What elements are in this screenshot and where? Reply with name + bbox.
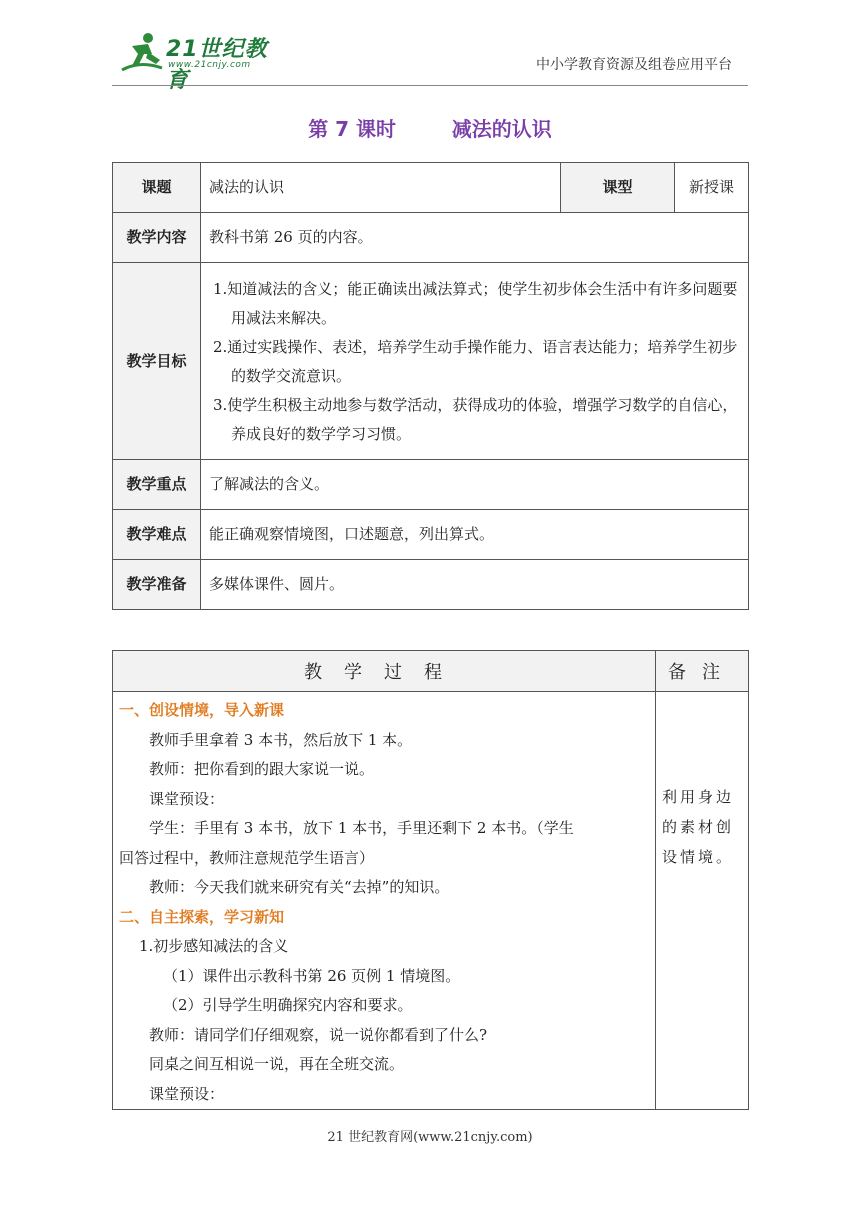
process-line: 回答过程中，教师注意规范学生语言） — [119, 848, 375, 867]
note-content — [656, 692, 749, 1110]
process-line: （1）课件出示教科书第 26 页例 1 情境图。 — [163, 966, 461, 985]
content-value: 教科书第 26 页的内容。 — [201, 213, 749, 263]
topic-value: 减法的认识 — [201, 163, 561, 213]
section-heading: 二、自主探索，学习新知 — [119, 907, 285, 926]
process-content — [113, 692, 656, 1110]
goal-item: 3.使学生积极主动地参与数学活动，获得成功的体验，增强学习数学的自信心，养成良好的数学学习习惯。 — [213, 396, 738, 443]
note-line: 的素材创 — [662, 818, 735, 836]
note-header: 备注 — [656, 651, 749, 692]
section-heading: 一、创设情境，导入新课 — [119, 701, 285, 719]
goals-row — [113, 263, 749, 460]
process-line: 课堂预设： — [149, 1084, 225, 1103]
process-body-row — [113, 692, 749, 1110]
header-divider — [112, 85, 748, 86]
teaching-process-table — [112, 650, 749, 1110]
type-label: 课型 — [561, 163, 675, 213]
topic-label: 课题 — [113, 163, 201, 213]
difficulty-value: 能正确观察情境图，口述题意，列出算式。 — [201, 510, 749, 560]
goals-label: 教学目标 — [113, 263, 201, 460]
logo — [118, 30, 288, 93]
goals-list — [201, 263, 749, 460]
content-row — [113, 213, 749, 263]
process-line: 1.初步感知减法的含义 — [139, 937, 289, 955]
process-header-row — [113, 651, 749, 692]
logo-text: 21世纪教育 — [166, 37, 268, 93]
process-header: 教学过程 — [113, 651, 656, 692]
note-line: 利用身边 — [662, 788, 735, 806]
process-line: 教师手里拿着 3 本书，然后放下 1 本。 — [149, 730, 413, 749]
lesson-topic: 减法的认识 — [451, 117, 552, 141]
process-line: 教师：今天我们就来研究有关“去掉”的知识。 — [149, 878, 450, 896]
key-label: 教学重点 — [113, 460, 201, 510]
prep-value: 多媒体课件、圆片。 — [201, 560, 749, 610]
platform-name: 中小学教育资源及组卷应用平台 — [536, 57, 732, 73]
content-label: 教学内容 — [113, 213, 201, 263]
page-footer: 21 世纪教育网(www.21cnjy.com) — [327, 1130, 533, 1145]
goal-item: 1.知道减法的含义；能正确读出减法算式；使学生初步体会生活中有许多问题要用减法来解决。 — [213, 280, 738, 327]
page-header — [112, 30, 748, 93]
process-line: （2）引导学生明确探究内容和要求。 — [163, 996, 413, 1014]
page-title — [0, 113, 860, 142]
note-line: 设情境。 — [662, 848, 735, 866]
goal-item: 2.通过实践操作、表述，培养学生动手操作能力、语言表达能力；培养学生初步的数学交流意识。 — [213, 338, 738, 385]
runner-logo-icon — [118, 30, 164, 74]
process-line: 同桌之间互相说一说，再在全班交流。 — [149, 1055, 405, 1073]
process-line: 学生：手里有 3 本书，放下 1 本书，手里还剩下 2 本书。（学生 — [149, 819, 574, 837]
logo-url: www.21cnjy.com — [168, 60, 251, 70]
difficulty-row — [113, 510, 749, 560]
difficulty-label: 教学难点 — [113, 510, 201, 560]
process-line: 课堂预设： — [149, 789, 225, 808]
key-row — [113, 460, 749, 510]
topic-row — [113, 163, 749, 213]
process-line: 教师：把你看到的跟大家说一说。 — [149, 760, 375, 778]
lesson-number: 第 7 课时 — [308, 117, 397, 141]
key-value: 了解减法的含义。 — [201, 460, 749, 510]
prep-label: 教学准备 — [113, 560, 201, 610]
process-line: 教师：请同学们仔细观察，说一说你都看到了什么? — [149, 1025, 488, 1044]
prep-row — [113, 560, 749, 610]
type-value: 新授课 — [675, 163, 749, 213]
lesson-info-table — [112, 162, 749, 610]
